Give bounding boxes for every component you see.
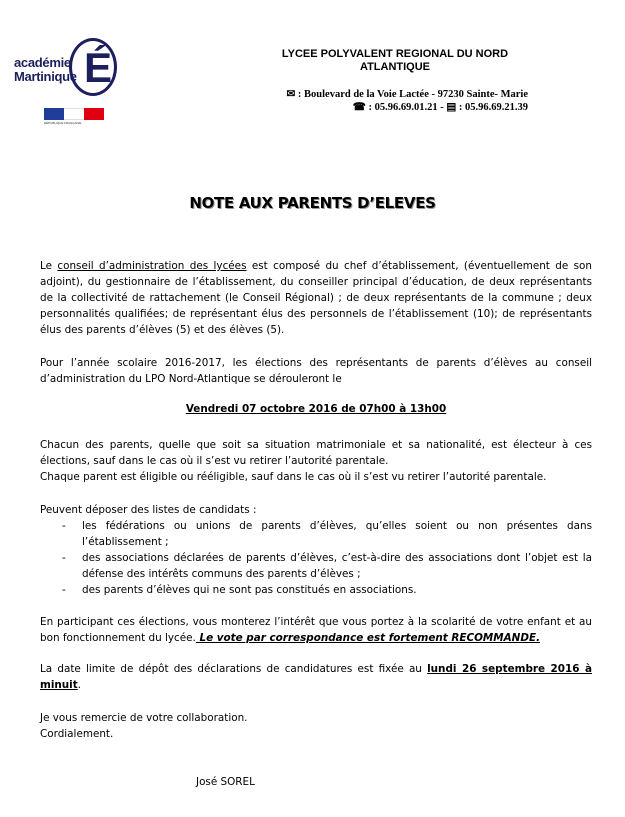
phone-icon: ☎ xyxy=(352,102,366,113)
academie-martinique-logo xyxy=(14,30,113,125)
candidate-lists xyxy=(40,518,592,598)
voters-text: Chacun des parents, quelle que soit sa situation matrimoniale et sa nationalité, est électeur à ces élections, sauf dans le cas où il s’est vu retirer l’autorité parentale. xyxy=(40,439,592,467)
logo-e-emblem xyxy=(69,38,117,96)
closing-regards: Cordialement. xyxy=(40,728,114,740)
envelope-icon: ✉ xyxy=(286,89,296,100)
fax-icon: ▤ xyxy=(446,102,457,113)
closing xyxy=(40,710,592,742)
school-contact xyxy=(268,88,528,114)
mail-vote-note: Le vote par correspondance est fortement RECOMMANDE. xyxy=(195,632,541,644)
paragraph-lists xyxy=(40,502,592,598)
council-term: conseil d’administration des lycées xyxy=(57,260,247,272)
school-name-line-2: ATLANTIQUE xyxy=(359,61,431,73)
school-name-line-1: LYCEE POLYVALENT REGIONAL DU NORD xyxy=(281,48,509,60)
paragraph-participation: En participant ces élections, vous monterez l’intérêt que vous portez à la scolarité de votre enfant et au bon fonctionnement du lycée. Le vote par correspondance est fortement RECOMMANDE. xyxy=(40,616,592,644)
list-item: - des associations déclarées de parents d’élèves, c’est-à-dire des associations dont l’objet est la défense des intérêts communs des parents d’élèves ; xyxy=(62,552,592,580)
signature: José SOREL xyxy=(196,776,255,788)
election-date: Vendredi 07 octobre 2016 de 07h00 à 13h00 xyxy=(185,403,447,415)
eligibility-text: Chaque parent est éligible ou rééligible, sauf dans le cas où il s’est vu retirer l’autorité parentale. xyxy=(40,471,547,483)
closing-thanks: Je vous remercie de votre collaboration. xyxy=(40,712,248,724)
page-title: NOTE AUX PARENTS D’ELEVES xyxy=(189,194,436,212)
fax-text: : 05.96.69.21.39 xyxy=(458,102,528,113)
paragraph-deadline: La date limite de dépôt des déclarations de candidatures est fixée au lundi 26 septembre 2016 à minuit. xyxy=(40,663,592,691)
lists-intro: Peuvent déposer des listes de candidats : xyxy=(40,504,257,516)
republic-caption: RÉPUBLIQUE FRANÇAISE xyxy=(44,121,82,125)
logo-line-1: académie xyxy=(14,55,71,70)
deadline-date: lundi 26 septembre 2016 à minuit xyxy=(40,663,592,691)
logo-letter: É xyxy=(84,44,113,91)
paragraph-council: Le conseil d’administration des lycées est composé du chef d’établissement, (éventuellement de son adjoint), du gestionnaire de l’établissement, du conseiller principal d’éducation, de deux représentants de la collectivité de rattachement (le Conseil Régional) ; de deux représentants de la commune ; deux personnalités qualifiées; de représentant élus des personnels de l’établissement (10); de représentants élus des parents d’élèves (5) et des élèves (5). xyxy=(40,260,592,336)
phone-line xyxy=(268,101,528,114)
logo-text xyxy=(14,56,77,84)
logo-line-2: Martinique xyxy=(14,69,77,84)
paragraph-voters xyxy=(40,437,592,485)
phone-text: : 05.96.69.01.21 - xyxy=(368,102,444,113)
french-flag-icon xyxy=(44,108,104,120)
list-item: - les fédérations ou unions de parents d’élèves, qu’elles soient ou non présentes dans l’établissement ; xyxy=(62,520,592,548)
list-item: - des parents d’élèves qui ne sont pas constitués en associations. xyxy=(62,584,417,596)
address-text: : Boulevard de la Voie Lactée - 97230 Sainte- Marie xyxy=(297,89,528,100)
address-line xyxy=(268,88,528,101)
school-name xyxy=(230,48,560,74)
paragraph-elections: Pour l’année scolaire 2016-2017, les élections des représentants de parents d’élèves au conseil d’administration du LPO Nord-Atlantique se dérouleront le xyxy=(40,357,592,385)
